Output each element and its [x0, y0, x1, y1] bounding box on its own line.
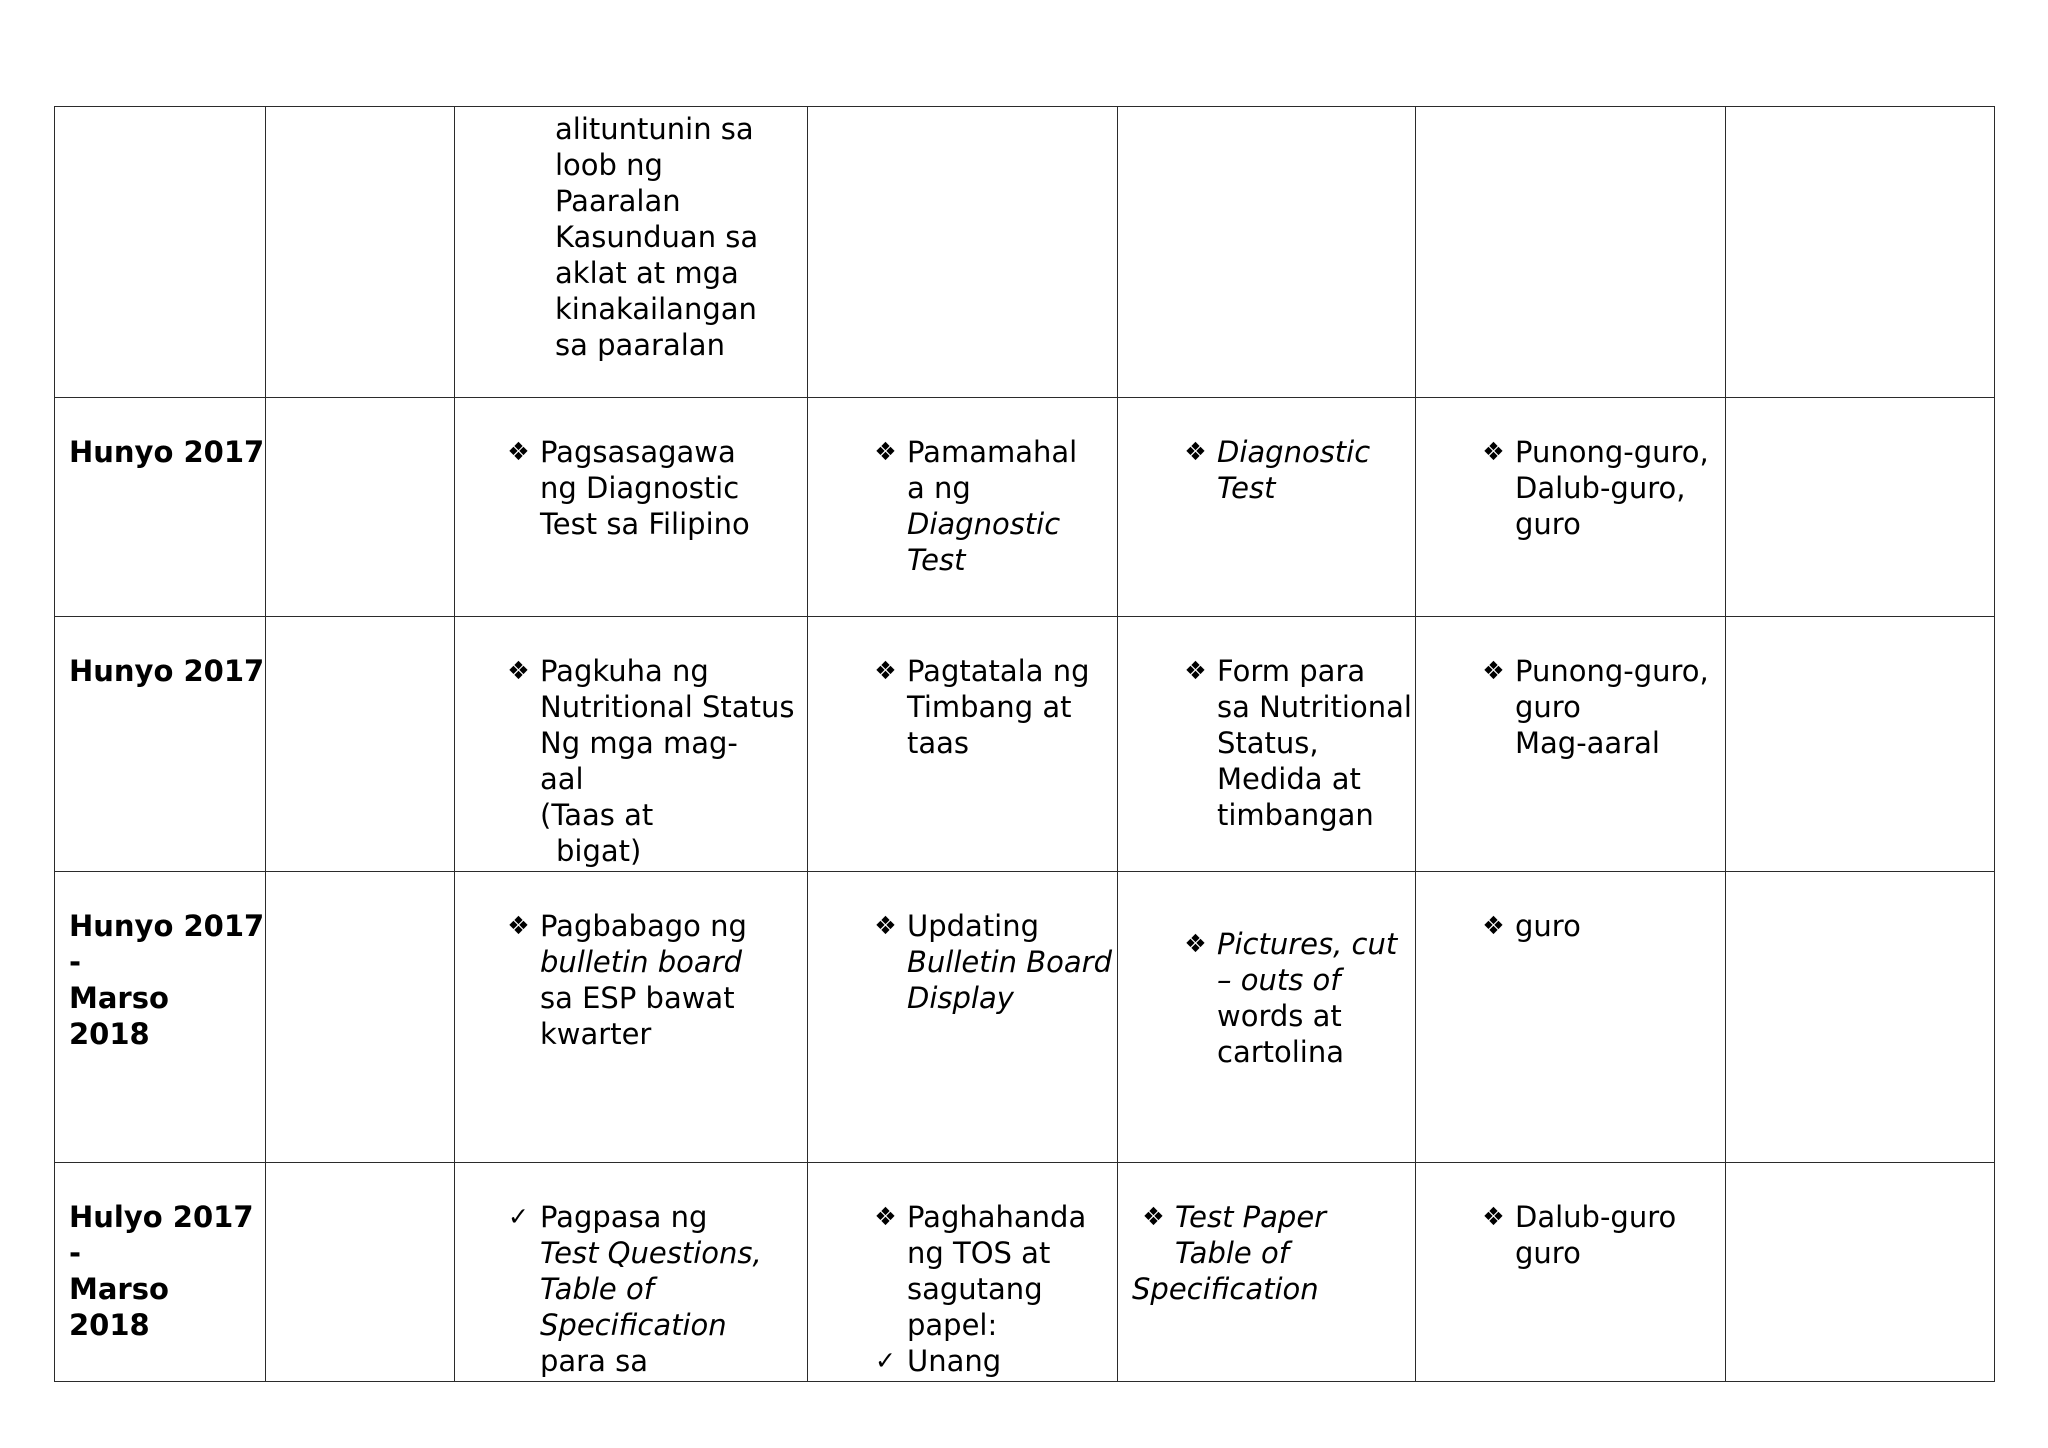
date-cell [55, 1163, 266, 1382]
empty-cell [266, 1163, 455, 1382]
date-text: Hunyo 2017 [69, 654, 265, 688]
list-item: ❖ Punong-guro, guro Mag-aaral [1416, 617, 1725, 761]
materials-cell [1118, 872, 1416, 1163]
list-item: ❖ Test Paper Table of Specification [1132, 1200, 1327, 1306]
empty-cell [266, 872, 455, 1163]
date-cell [55, 107, 266, 398]
materials-cell [1118, 398, 1416, 617]
activity-cell [455, 872, 808, 1163]
activity-cell [455, 107, 808, 398]
table-row [55, 617, 1995, 872]
list-item: ❖ Form para sa Nutritional Status, Medida at timbangan [1118, 617, 1415, 833]
remarks-cell [1726, 1163, 1995, 1382]
empty-cell [266, 617, 455, 872]
materials-cell [1118, 617, 1416, 872]
check-bullet-icon: ✓ [508, 1202, 529, 1231]
list-item: ❖ Pagtatala ng Timbang at taas [808, 617, 1117, 761]
persons-cell [1416, 1163, 1726, 1382]
table-row [55, 872, 1995, 1163]
date-text: 2018 [69, 1308, 150, 1342]
date-text: Hunyo 2017 [69, 909, 265, 943]
diamond-bullet-icon: ❖ [1482, 911, 1505, 940]
activity-continuation: alituntunin sa loob ng Paaralan Kasunduan sa aklat at mga kinakailangan sa paaralan [555, 112, 759, 362]
date-cell [55, 398, 266, 617]
diamond-bullet-icon: ❖ [507, 437, 530, 466]
list-item: ❖ Dalub-guro guro [1416, 1163, 1725, 1271]
check-bullet-icon: ✓ [875, 1346, 896, 1375]
date-separator: - [69, 945, 82, 979]
persons-cell [1416, 872, 1726, 1163]
list-item: ❖ Paghahanda ng TOS at sagutang papel: [808, 1163, 1117, 1343]
persons-cell [1416, 617, 1726, 872]
table-row [55, 1163, 1995, 1382]
activity-cell [455, 398, 808, 617]
list-item: ❖ Updating Bulletin Board Display [808, 872, 1117, 1016]
diamond-bullet-icon: ❖ [1184, 929, 1207, 958]
process-cell [808, 617, 1118, 872]
diamond-bullet-icon: ❖ [1482, 656, 1505, 685]
remarks-cell [1726, 872, 1995, 1163]
list-item: ❖ Pictures, cut – outs of words at cartolina [1118, 872, 1415, 1070]
diamond-bullet-icon: ❖ [1482, 1202, 1505, 1231]
list-item: ✓ Unang [808, 1343, 1117, 1379]
date-text: Marso [69, 981, 169, 1015]
activity-cell [455, 617, 808, 872]
process-cell [808, 398, 1118, 617]
date-cell [55, 617, 266, 872]
empty-cell [266, 398, 455, 617]
list-item: ❖ guro [1416, 872, 1725, 944]
table-row [55, 107, 1995, 398]
diamond-bullet-icon: ❖ [507, 911, 530, 940]
list-item: ❖ Pagkuha ng Nutritional Status Ng mga mag- aal (Taas at bigat) [455, 617, 807, 869]
action-plan-table [54, 106, 1995, 1382]
diamond-bullet-icon: ❖ [874, 911, 897, 940]
materials-cell [1118, 1163, 1416, 1382]
list-item: ❖ Diagnostic Test [1118, 398, 1415, 506]
persons-cell [1416, 107, 1726, 398]
diamond-bullet-icon: ❖ [1482, 437, 1505, 466]
diamond-bullet-icon: ❖ [507, 656, 530, 685]
process-cell [808, 872, 1118, 1163]
empty-cell [266, 107, 455, 398]
date-text: Hulyo 2017 [69, 1200, 254, 1234]
diamond-bullet-icon: ❖ [1142, 1202, 1165, 1231]
list-item: ❖ Punong-guro, Dalub-guro, guro [1416, 398, 1725, 542]
remarks-cell [1726, 398, 1995, 617]
diamond-bullet-icon: ❖ [874, 437, 897, 466]
diamond-bullet-icon: ❖ [874, 656, 897, 685]
diamond-bullet-icon: ❖ [874, 1202, 897, 1231]
persons-cell [1416, 398, 1726, 617]
materials-cell [1118, 107, 1416, 398]
process-cell [808, 107, 1118, 398]
table-row [55, 398, 1995, 617]
remarks-cell [1726, 617, 1995, 872]
date-cell [55, 872, 266, 1163]
remarks-cell [1726, 107, 1995, 398]
date-text: Hunyo 2017 [69, 435, 265, 469]
diamond-bullet-icon: ❖ [1184, 437, 1207, 466]
list-item: ❖ Pagbabago ng bulletin board sa ESP bawat kwarter [455, 872, 807, 1052]
date-text: 2018 [69, 1017, 150, 1051]
date-separator: - [69, 1236, 82, 1270]
list-item: ✓ Pagpasa ng Test Questions, Table of Specification para sa [455, 1163, 807, 1379]
list-item: ❖ Pamamahal a ng Diagnostic Test [808, 398, 1117, 578]
process-cell [808, 1163, 1118, 1382]
list-item: ❖ Pagsasagawa ng Diagnostic Test sa Filipino [455, 398, 807, 542]
date-text: Marso [69, 1272, 169, 1306]
diamond-bullet-icon: ❖ [1184, 656, 1207, 685]
activity-cell [455, 1163, 808, 1382]
